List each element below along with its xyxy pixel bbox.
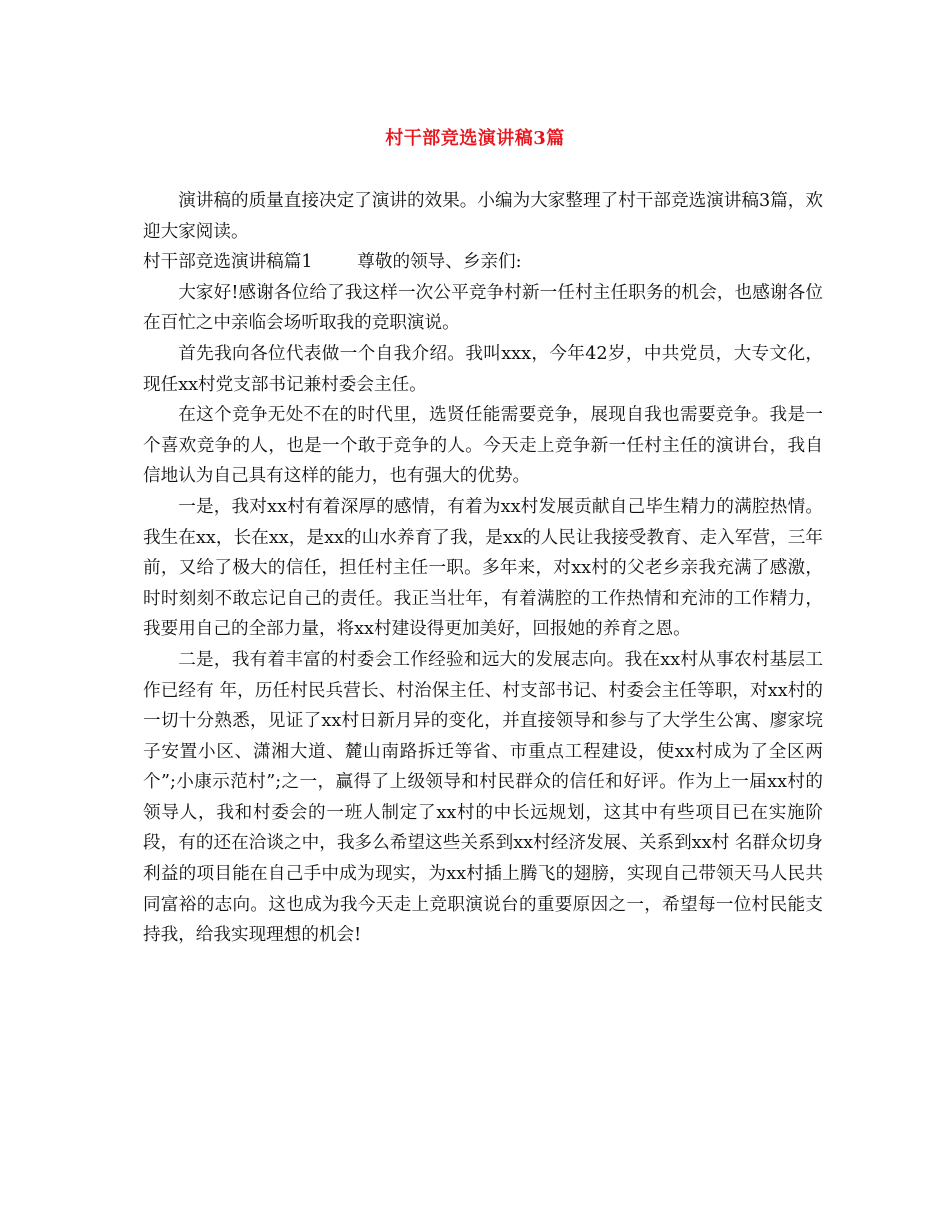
intro-paragraph: 演讲稿的质量直接决定了演讲的效果。小编为大家整理了村干部竞选演讲稿3篇，欢迎大家阅读。 <box>143 191 823 242</box>
document-body <box>143 186 823 951</box>
section-heading: 村干部竞选演讲稿篇1 <box>143 252 313 273</box>
section-heading-line <box>143 247 823 278</box>
paragraph-4: 一是，我对xx村有着深厚的感情，有着为xx村发展贡献自己毕生精力的满腔热情。我生在xx，长在xx，是xx的山水养育了我，是xx的人民让我接受教育、走入军营，三年前，又给了极大的信任，担任村主任一职。多年来，对xx村的父老乡亲我充满了感激，时时刻刻不敢忘记自己的责任。我正当壮年，有着满腔的工作热情和充沛的工作精力，我要用自己的全部力量，将xx村建设得更加美好，回报她的养育之恩。 <box>143 496 823 640</box>
paragraph-5: 二是，我有着丰富的村委会工作经验和远大的发展志向。我在xx村从事农村基层工作已经有 年，历任村民兵营长、村治保主任、村支部书记、村委会主任等职，对xx村的一切十分熟悉，见证了xx村日新月异的变化，并直接领导和参与了大学生公寓、廖家垸子安置小区、潇湘大道、麓山南路拆迁等省、市重点工程建设，使xx村成为了全区两个”;小康示范村”;之一，赢得了上级领导和村民群众的信任和好评。作为上一届xx村的领导人，我和村委会的一班人制定了xx村的中长远规划，这其中有些项目已在实施阶段，有的还在洽谈之中，我多么希望这些关系到xx村经济发展、关系到xx村 名群众切身利益的项目能在自己手中成为现实，为xx村插上腾飞的翅膀，实现自己带领天马人民共同富裕的志向。这也成为我今天走上竞职演说台的重要原因之一，希望每一位村民能支持我，给我实现理想的机会! <box>143 649 823 946</box>
paragraph-3: 在这个竞争无处不在的时代里，选贤任能需要竞争，展现自我也需要竞争。我是一个喜欢竞争的人，也是一个敢于竞争的人。今天走上竞争新一任村主任的演讲台，我自信地认为自己具有这样的能力，也有强大的优势。 <box>143 405 823 487</box>
paragraph-2: 首先我向各位代表做一个自我介绍。我叫xxx，今年42岁，中共党员，大专文化，现任xx村党支部书记兼村委会主任。 <box>143 343 823 395</box>
document-title: 村干部竞选演讲稿3篇 <box>385 128 565 149</box>
greeting: 尊敬的领导、乡亲们: <box>357 252 522 273</box>
paragraph-1: 大家好!感谢各位给了我这样一次公平竞争村新一任村主任职务的机会，也感谢各位在百忙之中亲临会场听取我的竞职演说。 <box>143 282 823 334</box>
